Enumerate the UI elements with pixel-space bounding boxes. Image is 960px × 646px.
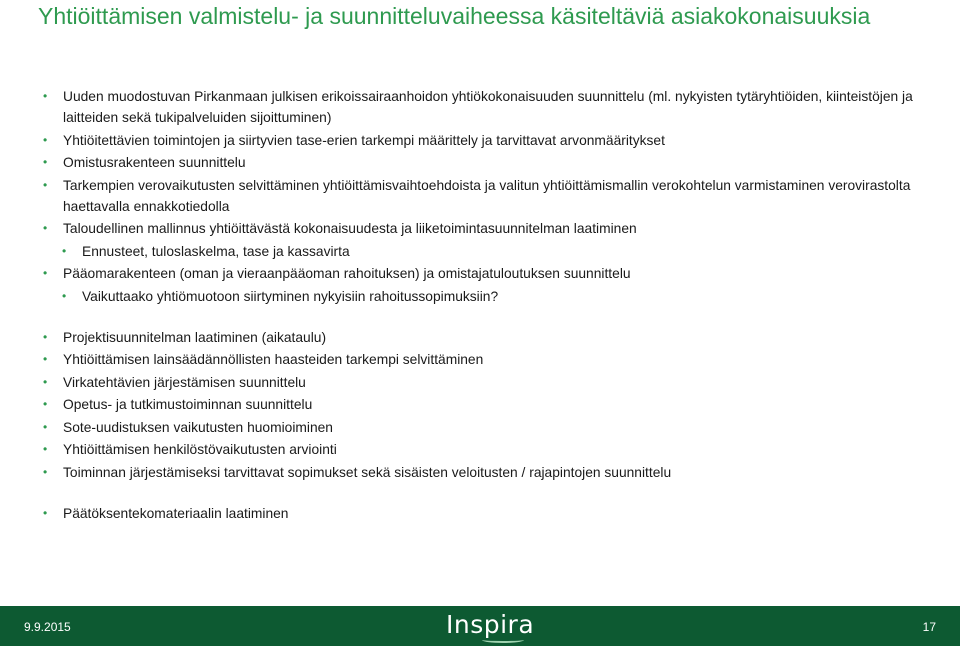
bullet-text: Projektisuunnitelman laatiminen (aikataulu) (63, 329, 327, 345)
bullet-text: Taloudellinen mallinnus yhtiöittävästä kokonaisuudesta ja liiketoimintasuunnitelman laatiminen (63, 221, 637, 236)
bullet-marker: • (43, 397, 48, 411)
bullet-text: Uuden muodostuvan Pirkanmaan julkisen erikoissairaanhoidon yhtiökokonaisuuden suunnittelu (ml. nykyisten tytäryhtiöiden, kiinteistöjen ja laitteiden sekä tukipalveluiden sijoittuminen) (63, 89, 913, 125)
bullet-marker: • (43, 155, 48, 169)
bullet-list (42, 86, 922, 525)
bullet-text: Toiminnan järjestämiseksi tarvittavat sopimukset sekä sisäisten veloitusten / rajapintojen suunnittelu (63, 464, 672, 480)
bullet-item (42, 327, 922, 348)
footer-date: 9.9.2015 (24, 620, 71, 634)
slide-title: Yhtiöittämisen valmistelu- ja suunnitteluvaiheessa käsiteltäviä asiakokonaisuuksia (38, 3, 871, 29)
bullet-marker: • (43, 442, 48, 456)
bullet-text: Virkatehtävien järjestämisen suunnittelu (63, 374, 306, 390)
bullet-item (42, 462, 922, 483)
bullet-marker: • (43, 374, 48, 389)
bullet-text: Tarkempien verovaikutusten selvittäminen yhtiöittämisvaihtoehdoista ja valitun yhtiöittämismallin verokohtelun varmistaminen verovirastolta haettavalla ennakkotiedolla (63, 177, 911, 214)
inspira-logo (446, 610, 534, 639)
sub-bullet-item (61, 286, 922, 307)
bullet-marker: • (43, 352, 48, 366)
bullet-marker: • (43, 132, 48, 147)
bullet-item (42, 439, 922, 460)
sub-bullet-item (61, 241, 922, 262)
page-number: 17 (922, 620, 936, 634)
bullet-item (42, 175, 922, 217)
bullet-marker: • (43, 221, 48, 235)
logo-swoosh-icon (482, 637, 524, 643)
bullet-marker: • (43, 505, 48, 520)
bullet-marker: • (43, 89, 48, 103)
bullet-text: Yhtiöittämisen henkilöstövaikutusten arviointi (63, 442, 337, 457)
bullet-marker: • (43, 329, 48, 344)
bullet-marker: • (62, 243, 67, 258)
bullet-text: Omistusrakenteen suunnittelu (63, 155, 246, 170)
bullet-text: Ennusteet, tuloslaskelma, tase ja kassavirta (82, 243, 350, 259)
bullet-marker: • (43, 177, 48, 192)
bullet-item (42, 130, 922, 151)
bullet-item (42, 503, 922, 524)
bullet-marker: • (43, 464, 48, 479)
bullet-item (42, 349, 922, 370)
bullet-item (42, 417, 922, 438)
bullet-item (42, 152, 922, 173)
bullet-marker: • (62, 288, 67, 303)
bullet-text: Päätöksentekomateriaalin laatiminen (63, 505, 289, 521)
footer-bar (0, 606, 960, 646)
bullet-text: Vaikuttaako yhtiömuotoon siirtyminen nykyisiin rahoitussopimuksiin? (82, 288, 499, 304)
bullet-item (42, 263, 922, 284)
bullet-item (42, 372, 922, 393)
bullet-marker: • (43, 266, 48, 280)
bullet-text: Yhtiöitettävien toimintojen ja siirtyvien tase-erien tarkempi määrittely ja tarvittavat arvonmääritykset (63, 132, 665, 148)
bullet-item (42, 394, 922, 415)
bullet-marker: • (43, 419, 48, 434)
bullet-text: Yhtiöittämisen lainsäädännöllisten haasteiden tarkempi selvittäminen (63, 352, 484, 367)
bullet-text: Pääomarakenteen (oman ja vieraanpääoman rahoituksen) ja omistajatuloutuksen suunnittelu (63, 266, 631, 281)
logo-text: Inspira (446, 610, 535, 639)
bullet-text: Sote-uudistuksen vaikutusten huomioiminen (63, 419, 333, 435)
bullet-item (42, 218, 922, 239)
bullet-item (42, 86, 922, 128)
bullet-text: Opetus- ja tutkimustoiminnan suunnittelu (63, 397, 313, 412)
